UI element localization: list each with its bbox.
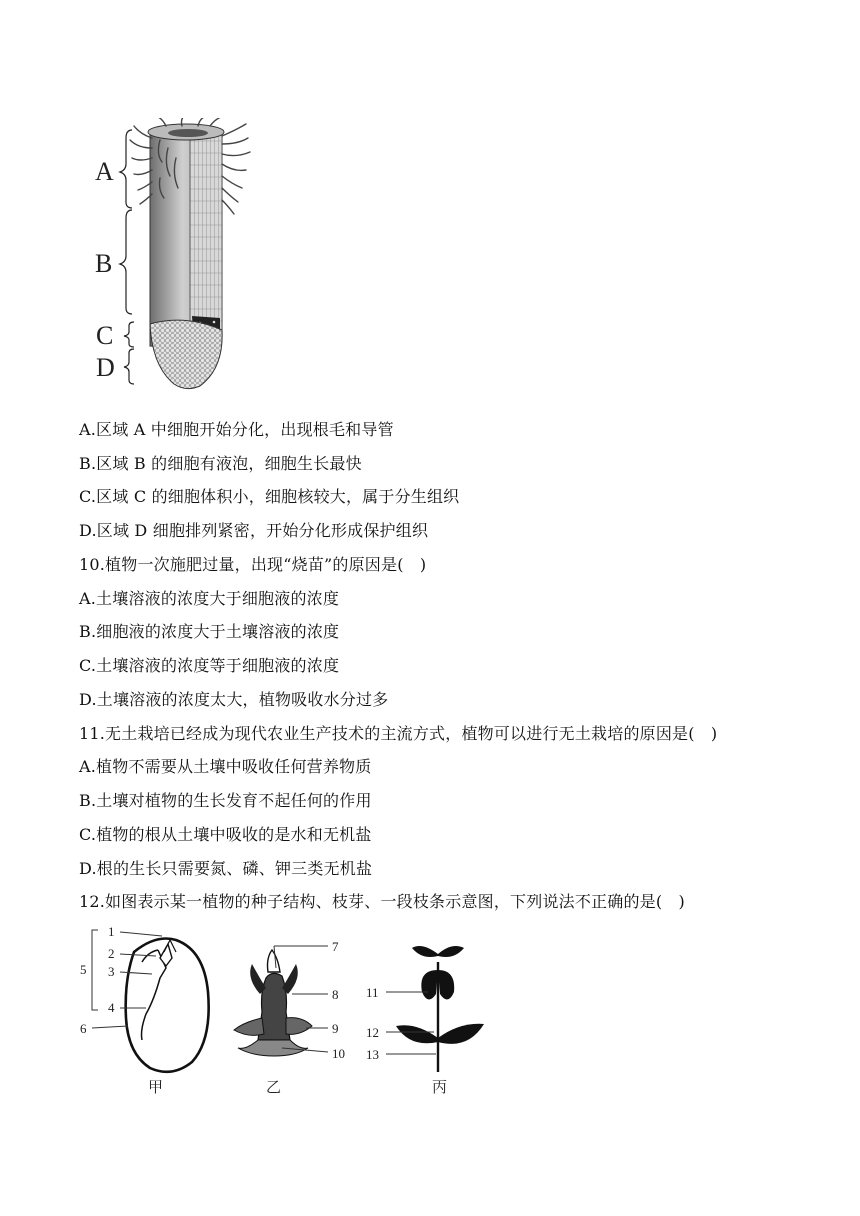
q9-option-d: D.区域 D 细胞排列紧密，开始分化形成保护组织 <box>79 521 429 540</box>
seed-label-5: 5 <box>80 962 87 977</box>
bud-diagram <box>234 939 345 1096</box>
root-tip-figure <box>90 118 270 393</box>
bud-label-8: 8 <box>332 987 339 1002</box>
q11-stem: 11.无土栽培已经成为现代农业生产技术的主流方式，植物可以进行无土栽培的原因是( ) <box>79 724 718 743</box>
q10-option-c: C.土壤溶液的浓度等于细胞液的浓度 <box>79 656 340 675</box>
seed-diagram <box>80 924 209 1096</box>
stem-label-11: 11 <box>366 985 379 1000</box>
q9-option-a: A.区域 A 中细胞开始分化，出现根毛和导管 <box>79 420 394 439</box>
caption-jia: 甲 <box>148 1080 164 1096</box>
q11-option-c: C.植物的根从土壤中吸收的是水和无机盐 <box>79 825 372 844</box>
zone-label-c: C <box>96 321 114 350</box>
zone-label-a: A <box>95 157 114 186</box>
seed-label-3: 3 <box>108 964 115 979</box>
plant-structure-figure <box>76 922 496 1102</box>
seed-label-4: 4 <box>108 1000 115 1015</box>
q10-option-b: B.细胞液的浓度大于土壤溶液的浓度 <box>79 622 340 641</box>
seed-label-1: 1 <box>108 924 115 939</box>
q11-option-d: D.根的生长只需要氮、磷、钾三类无机盐 <box>79 859 373 878</box>
q11-option-a: A.植物不需要从土壤中吸收任何营养物质 <box>79 757 372 776</box>
q10-stem: 10.植物一次施肥过量，出现“烧苗”的原因是( ) <box>79 555 427 574</box>
q9-option-c: C.区域 C 的细胞体积小，细胞核较大，属于分生组织 <box>79 487 460 506</box>
bud-label-10: 10 <box>332 1046 345 1061</box>
bud-label-7: 7 <box>332 939 339 954</box>
zone-label-d: D <box>96 353 115 382</box>
caption-yi: 乙 <box>266 1080 282 1096</box>
bud-label-9: 9 <box>332 1021 339 1036</box>
q12-stem: 12.如图表示某一植物的种子结构、枝芽、一段枝条示意图，下列说法不正确的是( ) <box>79 892 685 911</box>
seed-label-6: 6 <box>80 1021 87 1036</box>
zone-label-b: B <box>95 249 113 278</box>
q9-option-b: B.区域 B 的细胞有液泡，细胞生长最快 <box>79 454 362 473</box>
q10-option-a: A.土壤溶液的浓度大于细胞液的浓度 <box>79 589 340 608</box>
seed-label-2: 2 <box>108 946 115 961</box>
caption-bing: 丙 <box>432 1080 448 1096</box>
stem-label-12: 12 <box>366 1025 379 1040</box>
q11-option-b: B.土壤对植物的生长发育不起任何的作用 <box>79 791 372 810</box>
q10-option-d: D.土壤溶液的浓度太大，植物吸收水分过多 <box>79 690 389 709</box>
stem-label-13: 13 <box>366 1047 379 1062</box>
stem-diagram <box>366 946 484 1096</box>
